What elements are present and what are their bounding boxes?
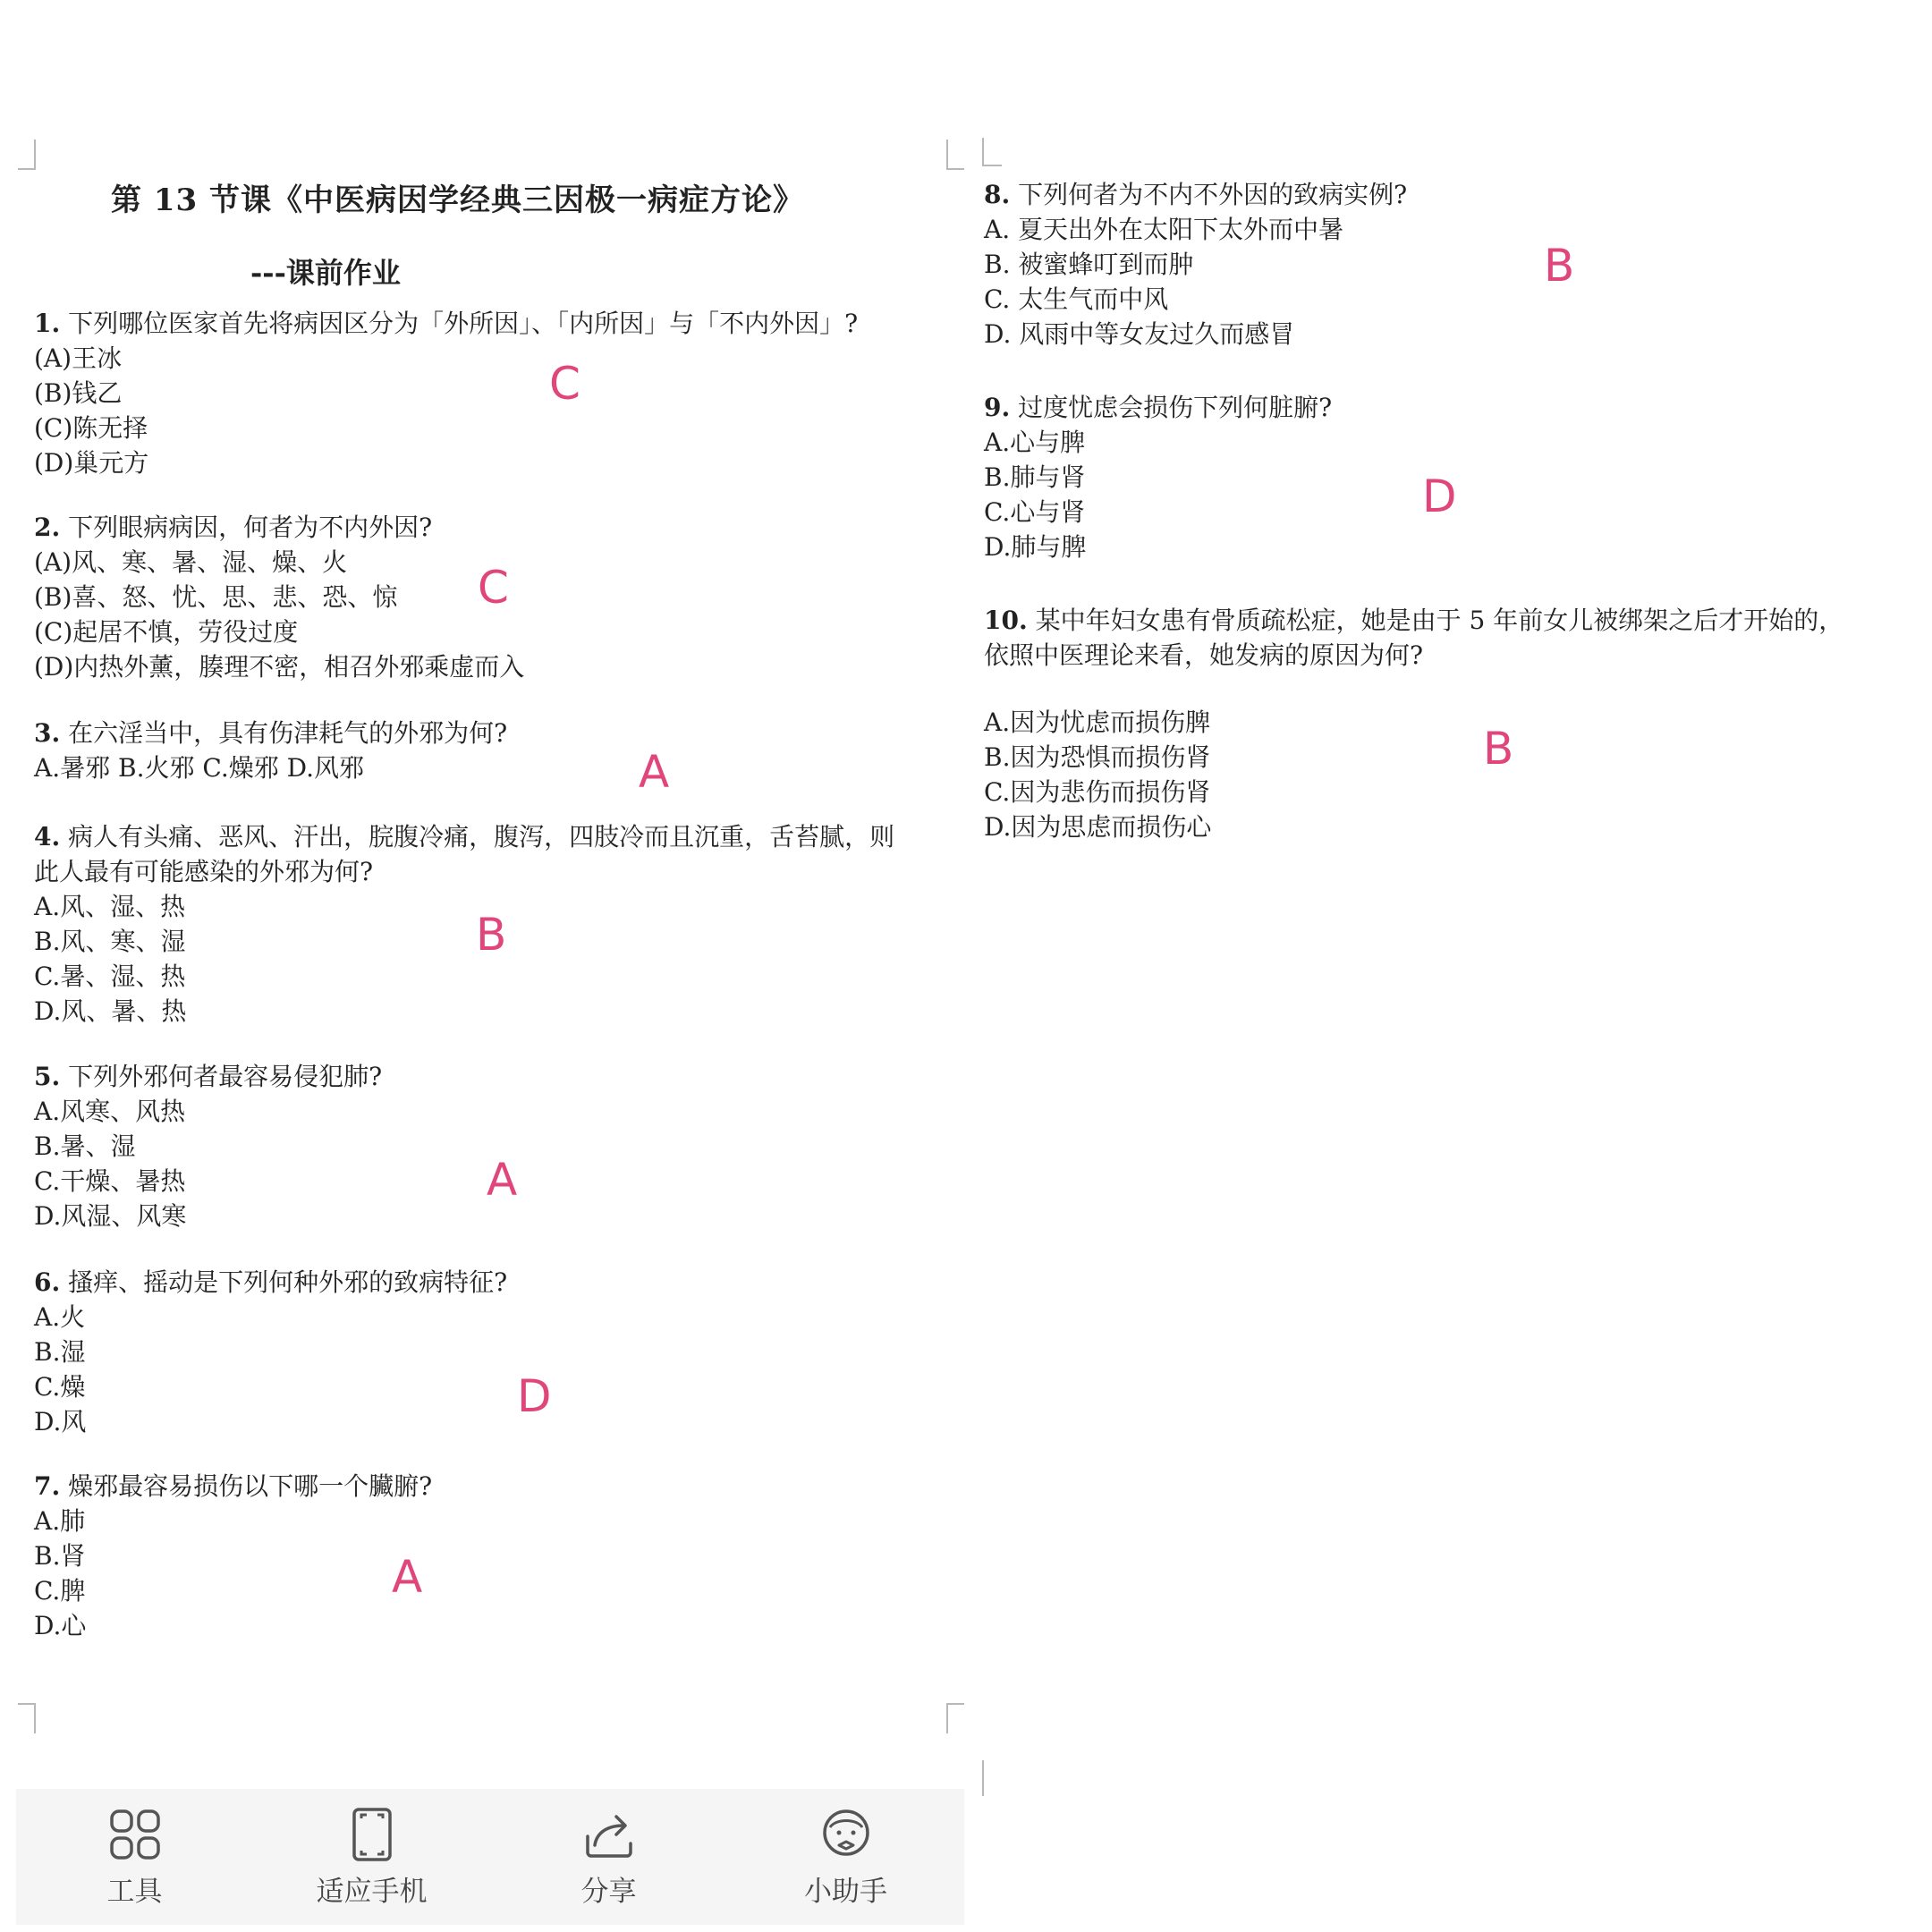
question-text <box>34 1469 432 1504</box>
option: D.因为思虑而损伤心 <box>984 812 1212 842</box>
option: D.风、暑、热 <box>34 996 187 1026</box>
assistant-icon <box>818 1806 875 1863</box>
document-title: 第 13 节课《中医病因学经典三因极一病症方论》 <box>111 182 804 218</box>
question-number: 3. <box>34 718 61 748</box>
question-3 <box>34 716 507 785</box>
page-corner-mark <box>982 1760 986 1796</box>
option: (B)钱乙 <box>34 378 123 408</box>
question-text <box>34 1265 507 1300</box>
option <box>984 673 1843 705</box>
handwritten-answer: D <box>1422 470 1457 522</box>
document-subtitle: ---课前作业 <box>250 256 401 290</box>
question-stem: 下列外邪何者最容易侵犯肺? <box>68 1062 383 1091</box>
page-corner-mark <box>946 140 964 170</box>
question-8 <box>984 177 1407 352</box>
option: A. 夏天出外在太阳下太外而中暑 <box>984 215 1344 244</box>
question-stem: 在六淫当中，具有伤津耗气的外邪为何? <box>68 718 508 748</box>
assistant-label: 小助手 <box>804 1875 887 1908</box>
option: A.肺 <box>34 1506 86 1536</box>
question-stem: 下列哪位医家首先将病因区分为「外所因」、「内所因」与「不内外因」? <box>68 309 859 338</box>
question-number: 8. <box>984 180 1011 209</box>
option: C. 太生气而中风 <box>984 284 1169 314</box>
option: D.心 <box>34 1611 87 1640</box>
option: A.因为忧虑而损伤脾 <box>984 708 1211 737</box>
question-2 <box>34 510 524 684</box>
question-stem: 过度忧虑会损伤下列何脏腑? <box>1018 393 1333 422</box>
question-10 <box>984 603 1843 844</box>
option: B.肾 <box>34 1541 86 1571</box>
question-6 <box>34 1265 507 1439</box>
option: A.暑邪 B.火邪 C.燥邪 D.风邪 <box>34 753 364 783</box>
option: C.燥 <box>34 1372 86 1402</box>
option: (C)起居不慎，劳役过度 <box>34 617 299 647</box>
question-number: 9. <box>984 393 1011 422</box>
option: C.脾 <box>34 1576 86 1606</box>
option: A.风、湿、热 <box>34 892 186 921</box>
share-label: 分享 <box>580 1875 637 1908</box>
fit-phone-button[interactable] <box>283 1806 462 1909</box>
option: A.火 <box>34 1302 86 1332</box>
question-number: 6. <box>34 1267 61 1297</box>
question-1 <box>34 306 858 480</box>
question-text <box>984 603 1843 638</box>
handwritten-answer: A <box>639 746 670 798</box>
question-number: 4. <box>34 822 61 852</box>
option: D.肺与脾 <box>984 532 1087 562</box>
fit-phone-label: 适应手机 <box>316 1875 428 1908</box>
option: B.因为恐惧而损伤肾 <box>984 742 1211 772</box>
question-stem: 下列何者为不内不外因的致病实例? <box>1018 180 1408 209</box>
question-stem: 搔痒、摇动是下列何种外邪的致病特征? <box>68 1267 508 1297</box>
question-text <box>34 306 858 341</box>
question-9 <box>984 390 1332 564</box>
question-stem: 病人有头痛、恶风、汗出，脘腹冷痛，腹泻，四肢冷而且沉重，舌苔腻，则 <box>68 822 895 852</box>
option: (A)风、寒、暑、湿、燥、火 <box>34 547 348 577</box>
tools-button[interactable] <box>46 1806 225 1909</box>
question-text-continued: 此人最有可能感染的外邪为何? <box>34 857 374 886</box>
handwritten-answer: B <box>476 909 507 961</box>
handwritten-answer: C <box>478 562 509 614</box>
share-icon <box>580 1806 638 1863</box>
question-4 <box>34 819 894 1029</box>
question-text <box>984 390 1332 425</box>
option: (D)内热外薰，腠理不密，相召外邪乘虚而入 <box>34 652 525 682</box>
page-corner-mark <box>18 1703 36 1733</box>
option: B.肺与肾 <box>984 462 1086 492</box>
assistant-button[interactable] <box>757 1806 936 1909</box>
option: B. 被蜜蜂叮到而肿 <box>984 250 1194 279</box>
question-text-continued: 依照中医理论来看，她发病的原因为何? <box>984 640 1424 670</box>
option: B.风、寒、湿 <box>34 927 186 956</box>
question-number: 7. <box>34 1471 61 1501</box>
handwritten-answer: A <box>487 1154 518 1206</box>
question-stem: 燥邪最容易损伤以下哪一个臟腑? <box>68 1471 433 1501</box>
option: (B)喜、怒、忧、思、悲、恐、惊 <box>34 582 398 612</box>
question-number: 2. <box>34 513 61 542</box>
option: D.风湿、风寒 <box>34 1201 187 1231</box>
question-text <box>34 510 524 545</box>
option: (A)王冰 <box>34 343 123 373</box>
option: (D)巢元方 <box>34 448 149 478</box>
option: C.心与肾 <box>984 497 1086 527</box>
question-7 <box>34 1469 432 1643</box>
option: (C)陈无择 <box>34 413 148 443</box>
handwritten-answer: D <box>517 1370 552 1422</box>
option: C.暑、湿、热 <box>34 962 186 991</box>
question-number: 1. <box>34 309 61 338</box>
question-stem: 某中年妇女患有骨质疏松症，她是由于 5 年前女儿被绑架之后才开始的， <box>1035 606 1844 635</box>
option: B.暑、湿 <box>34 1131 136 1161</box>
option: D. 风雨中等女友过久而感冒 <box>984 319 1295 349</box>
option: A.风寒、风热 <box>34 1097 186 1126</box>
question-text <box>34 819 894 854</box>
question-stem: 下列眼病病因，何者为不内外因? <box>68 513 433 542</box>
document-page-right <box>966 0 1932 1789</box>
question-text <box>984 177 1407 212</box>
question-5 <box>34 1059 382 1233</box>
question-text <box>34 1059 382 1094</box>
document-page-left <box>0 0 966 1789</box>
tools-grid-icon <box>106 1806 164 1863</box>
handwritten-answer: C <box>549 358 580 410</box>
page-corner-mark <box>18 140 36 170</box>
question-number: 10. <box>984 606 1028 635</box>
question-number: 5. <box>34 1062 61 1091</box>
bottom-toolbar <box>16 1789 964 1925</box>
handwritten-answer: B <box>1483 723 1514 775</box>
option: C.干燥、暑热 <box>34 1166 186 1196</box>
share-button[interactable] <box>520 1806 699 1909</box>
handwritten-answer: A <box>392 1551 423 1603</box>
option: B.湿 <box>34 1337 86 1367</box>
question-text <box>34 716 507 750</box>
tools-label: 工具 <box>106 1875 163 1908</box>
page-corner-mark <box>946 1703 964 1733</box>
handwritten-answer: B <box>1544 240 1575 292</box>
option: D.风 <box>34 1407 87 1436</box>
option: C.因为悲伤而损伤肾 <box>984 777 1211 807</box>
page-corner-mark <box>982 138 1002 166</box>
fit-screen-icon <box>343 1806 401 1863</box>
option: A.心与脾 <box>984 428 1086 457</box>
